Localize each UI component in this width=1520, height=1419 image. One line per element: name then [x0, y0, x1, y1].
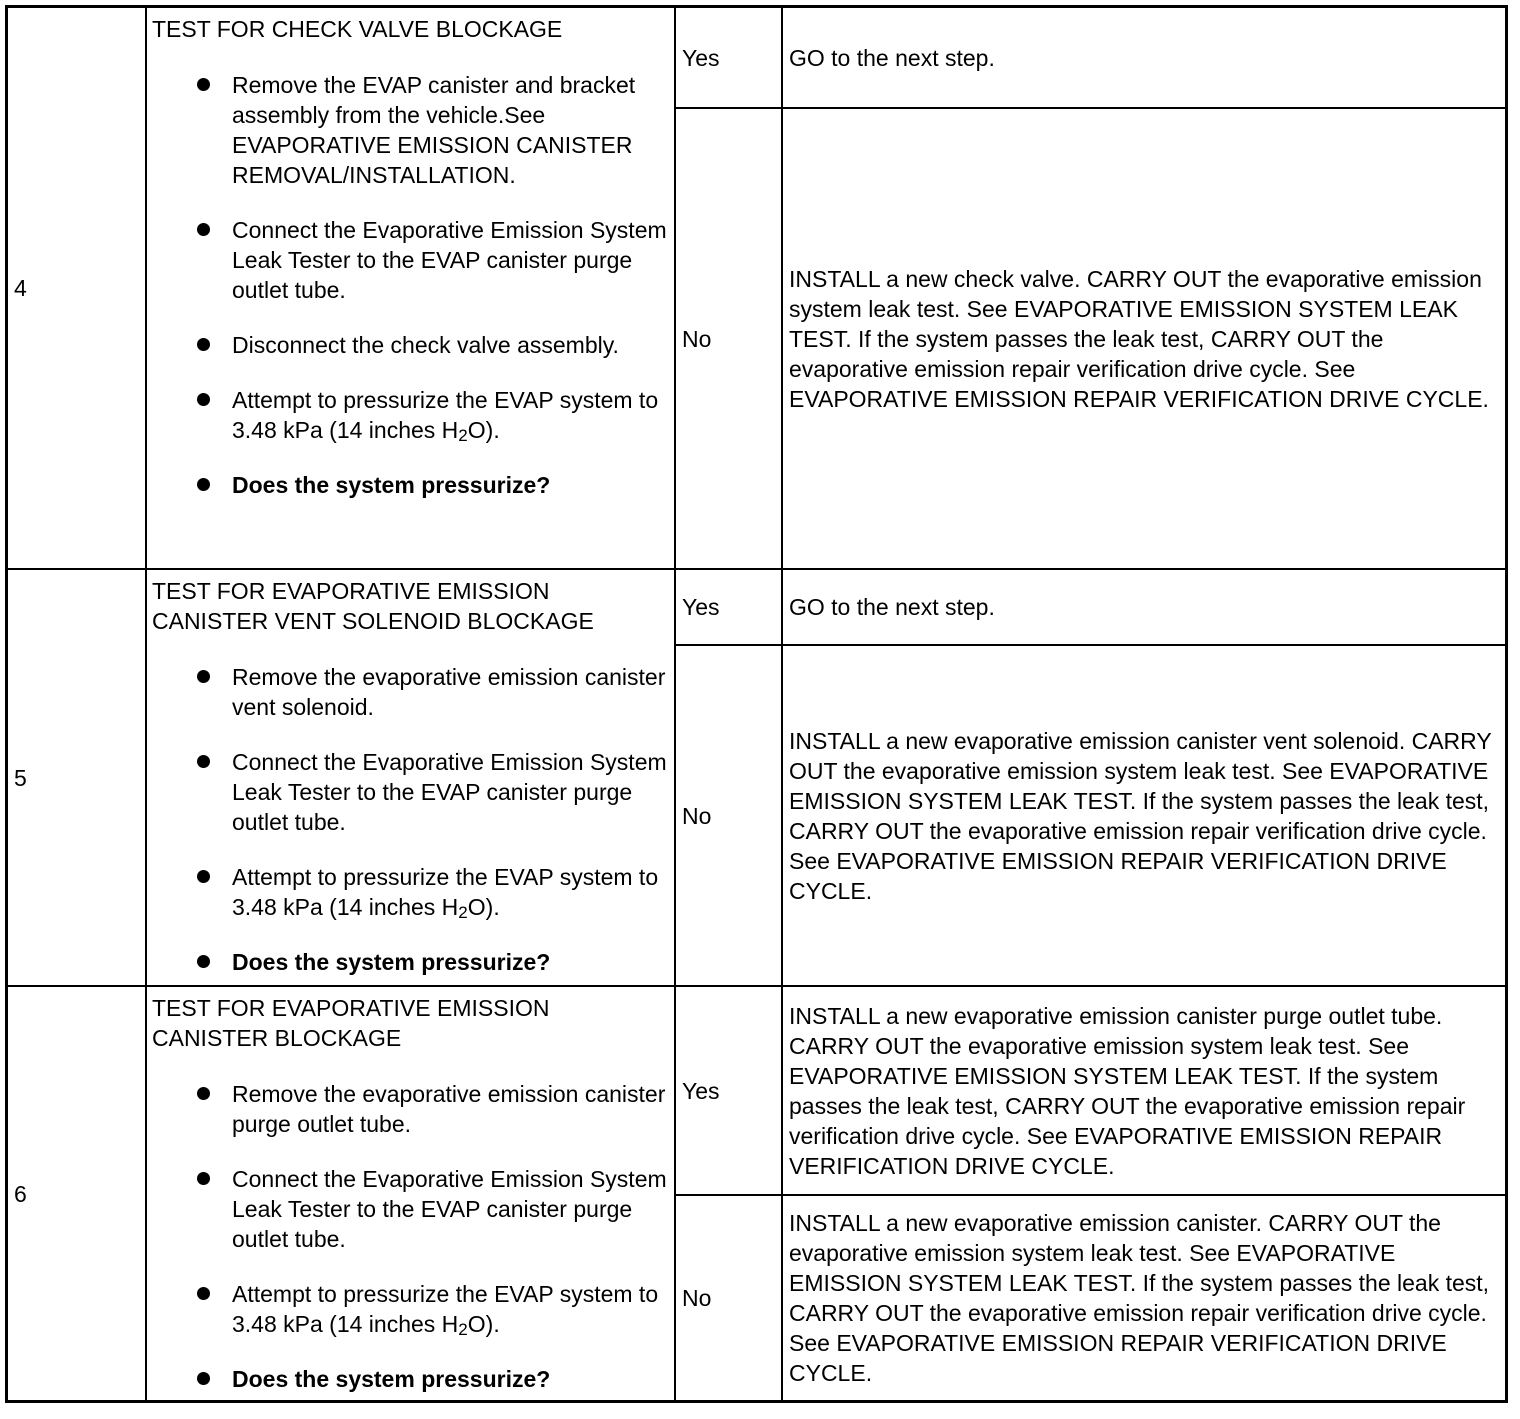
diagnostic-table: [5, 5, 1508, 1403]
test-step: Attempt to pressurize the EVAP system to 3.48 kPa (14 inches $H_2O$).: [152, 385, 667, 445]
test-question: Does the system pressurize?: [152, 1364, 667, 1394]
test-title: TEST FOR EVAPORATIVE EMISSION CANISTER VENT SOLENOID BLOCKAGE: [152, 578, 594, 634]
bullet-icon: [197, 1087, 210, 1100]
action-no: INSTALL a new evaporative emission canister vent solenoid. CARRY OUT the evaporative emission system leak test. See EVAPORATIVE EMISSION SYSTEM LEAK TEST. If the system passes the leak test, CARRY OUT the evaporative emission repair verification drive cycle. See EVAPORATIVE EMISSION REPAIR VERIFICATION DRIVE CYCLE.: [789, 727, 1492, 904]
answer-yes: Yes: [682, 1077, 720, 1104]
test-steps-list: [152, 662, 667, 1002]
answer-yes: Yes: [682, 44, 720, 71]
bullet-icon: [197, 1287, 210, 1300]
test-step: Remove the evaporative emission canister vent solenoid.: [152, 662, 667, 722]
test-steps-list: [152, 70, 667, 525]
test-step: Disconnect the check valve assembly.: [152, 330, 667, 360]
action-yes: GO to the next step.: [789, 594, 995, 620]
action-no: INSTALL a new evaporative emission canister. CARRY OUT the evaporative emission system leak test. See EVAPORATIVE EMISSION SYSTEM LEAK TEST. If the system passes the leak test, CARRY OUT the evaporative emission repair verification drive cycle. See EVAPORATIVE EMISSION REPAIR VERIFICATION DRIVE CYCLE.: [789, 1210, 1490, 1386]
test-step: Connect the Evaporative Emission System Leak Tester to the EVAP canister purge outlet tube.: [152, 215, 667, 305]
answer-no: No: [682, 802, 712, 829]
bullet-icon: [197, 338, 210, 351]
test-title: TEST FOR CHECK VALVE BLOCKAGE: [152, 16, 563, 42]
answer-yes: Yes: [682, 594, 720, 620]
test-question: Does the system pressurize?: [152, 470, 667, 500]
bullet-icon: [197, 870, 210, 883]
test-step: Attempt to pressurize the EVAP system to 3.48 kPa (14 inches $H_2O$).: [152, 862, 667, 922]
answer-no: No: [682, 1285, 712, 1311]
test-step: Attempt to pressurize the EVAP system to 3.48 kPa (14 inches $H_2O$).: [152, 1279, 667, 1339]
test-title: TEST FOR EVAPORATIVE EMISSION CANISTER BLOCKAGE: [152, 995, 550, 1051]
bullet-icon: [197, 1172, 210, 1185]
action-yes: GO to the next step.: [789, 44, 995, 71]
action-yes: INSTALL a new evaporative emission canister purge outlet tube. CARRY OUT the evaporative emission system leak test. See EVAPORATIVE EMISSION SYSTEM LEAK TEST. If the system passes the leak test, CARRY OUT the evaporative emission repair verification drive cycle. See EVAPORATIVE EMISSION REPAIR VERIFICATION DRIVE CYCLE.: [789, 1002, 1466, 1179]
bullet-icon: [197, 1372, 210, 1385]
bullet-icon: [197, 78, 210, 91]
column-divider: [145, 8, 147, 1400]
answer-no: No: [682, 325, 712, 352]
test-question: Does the system pressurize?: [152, 947, 667, 977]
test-steps-list: [152, 1079, 667, 1419]
bullet-icon: [197, 955, 210, 968]
step-number: 4: [14, 275, 27, 301]
test-step: Connect the Evaporative Emission System Leak Tester to the EVAP canister purge outlet tube.: [152, 1164, 667, 1254]
bullet-icon: [197, 393, 210, 406]
step-number: 5: [14, 764, 27, 791]
bullet-icon: [197, 670, 210, 683]
bullet-icon: [197, 478, 210, 491]
test-step: Connect the Evaporative Emission System Leak Tester to the EVAP canister purge outlet tube.: [152, 747, 667, 837]
bullet-icon: [197, 755, 210, 768]
test-step: Remove the evaporative emission canister purge outlet tube.: [152, 1079, 667, 1139]
test-step: Remove the EVAP canister and bracket assembly from the vehicle.See EVAPORATIVE EMISSION CANISTER REMOVAL/INSTALLATION.: [152, 70, 667, 190]
step-number: 6: [14, 1180, 27, 1207]
bullet-icon: [197, 223, 210, 236]
action-no: INSTALL a new check valve. CARRY OUT the evaporative emission system leak test. See EVAPORATIVE EMISSION SYSTEM LEAK TEST. If the system passes the leak test, CARRY OUT the evaporative emission repair verification drive cycle. See EVAPORATIVE EMISSION REPAIR VERIFICATION DRIVE CYCLE.: [789, 265, 1489, 412]
